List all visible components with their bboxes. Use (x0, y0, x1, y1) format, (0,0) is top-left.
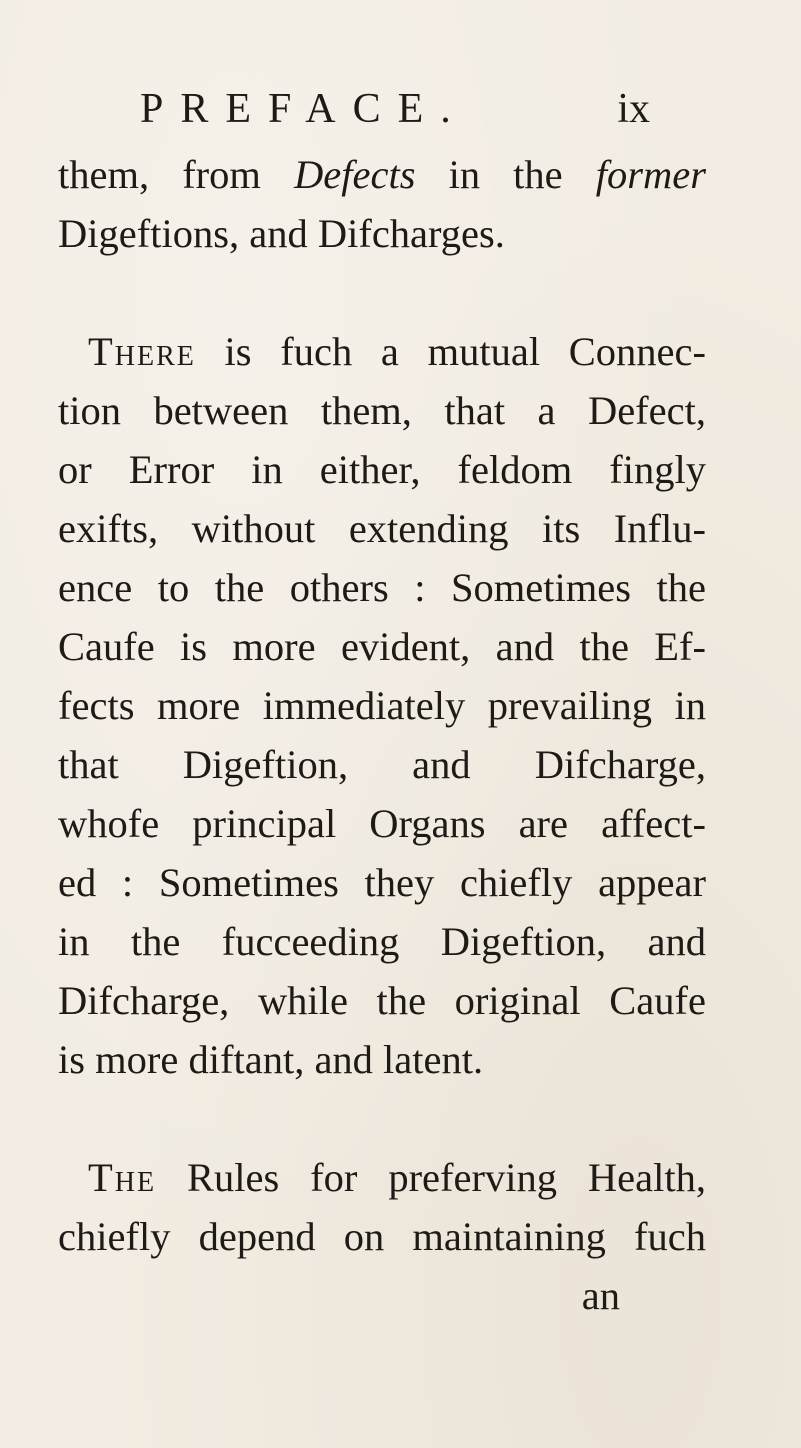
text-line: ence to the others : Sometimes the (58, 565, 706, 610)
page-header (140, 88, 660, 148)
text-line: ed : Sometimes they chiefly appear (58, 860, 706, 905)
running-title: PREFACE. (140, 86, 468, 132)
small-caps-word: The (88, 1155, 157, 1200)
text-line: There is fuch a mutual Connec- (88, 329, 706, 374)
page-number: ix (617, 86, 650, 132)
text-line: tion between them, that a Defect, (58, 388, 706, 433)
text-line: fects more immediately prevailing in (58, 683, 706, 728)
text-line: is more diftant, and latent. (58, 1037, 484, 1082)
text-line: that Digeftion, and Difcharge, (58, 742, 706, 787)
text-line: The Rules for preferving Health, (88, 1155, 706, 1200)
text-line: them, from Defects in the former (58, 152, 706, 197)
small-caps-word: There (88, 329, 196, 374)
paragraph-gap (58, 1089, 706, 1148)
body-text (58, 145, 706, 1325)
text-line: chiefly depend on maintaining fuch (58, 1214, 706, 1259)
paragraph-gap (58, 263, 706, 322)
catchword: an (581, 1273, 620, 1318)
text-line: in the fucceeding Digeftion, and (58, 919, 706, 964)
text-line: Difcharge, while the original Caufe (58, 978, 706, 1023)
text-line: Caufe is more evident, and the Ef- (58, 624, 706, 669)
italic-word: Defects (294, 152, 416, 197)
text-line: Digeftions, and Difcharges. (58, 211, 505, 256)
italic-word: former (595, 152, 706, 197)
text-line: or Error in either, feldom fingly (58, 447, 706, 492)
text-line: whofe principal Organs are affect- (58, 801, 706, 846)
text-line: exifts, without extending its Influ- (58, 506, 706, 551)
